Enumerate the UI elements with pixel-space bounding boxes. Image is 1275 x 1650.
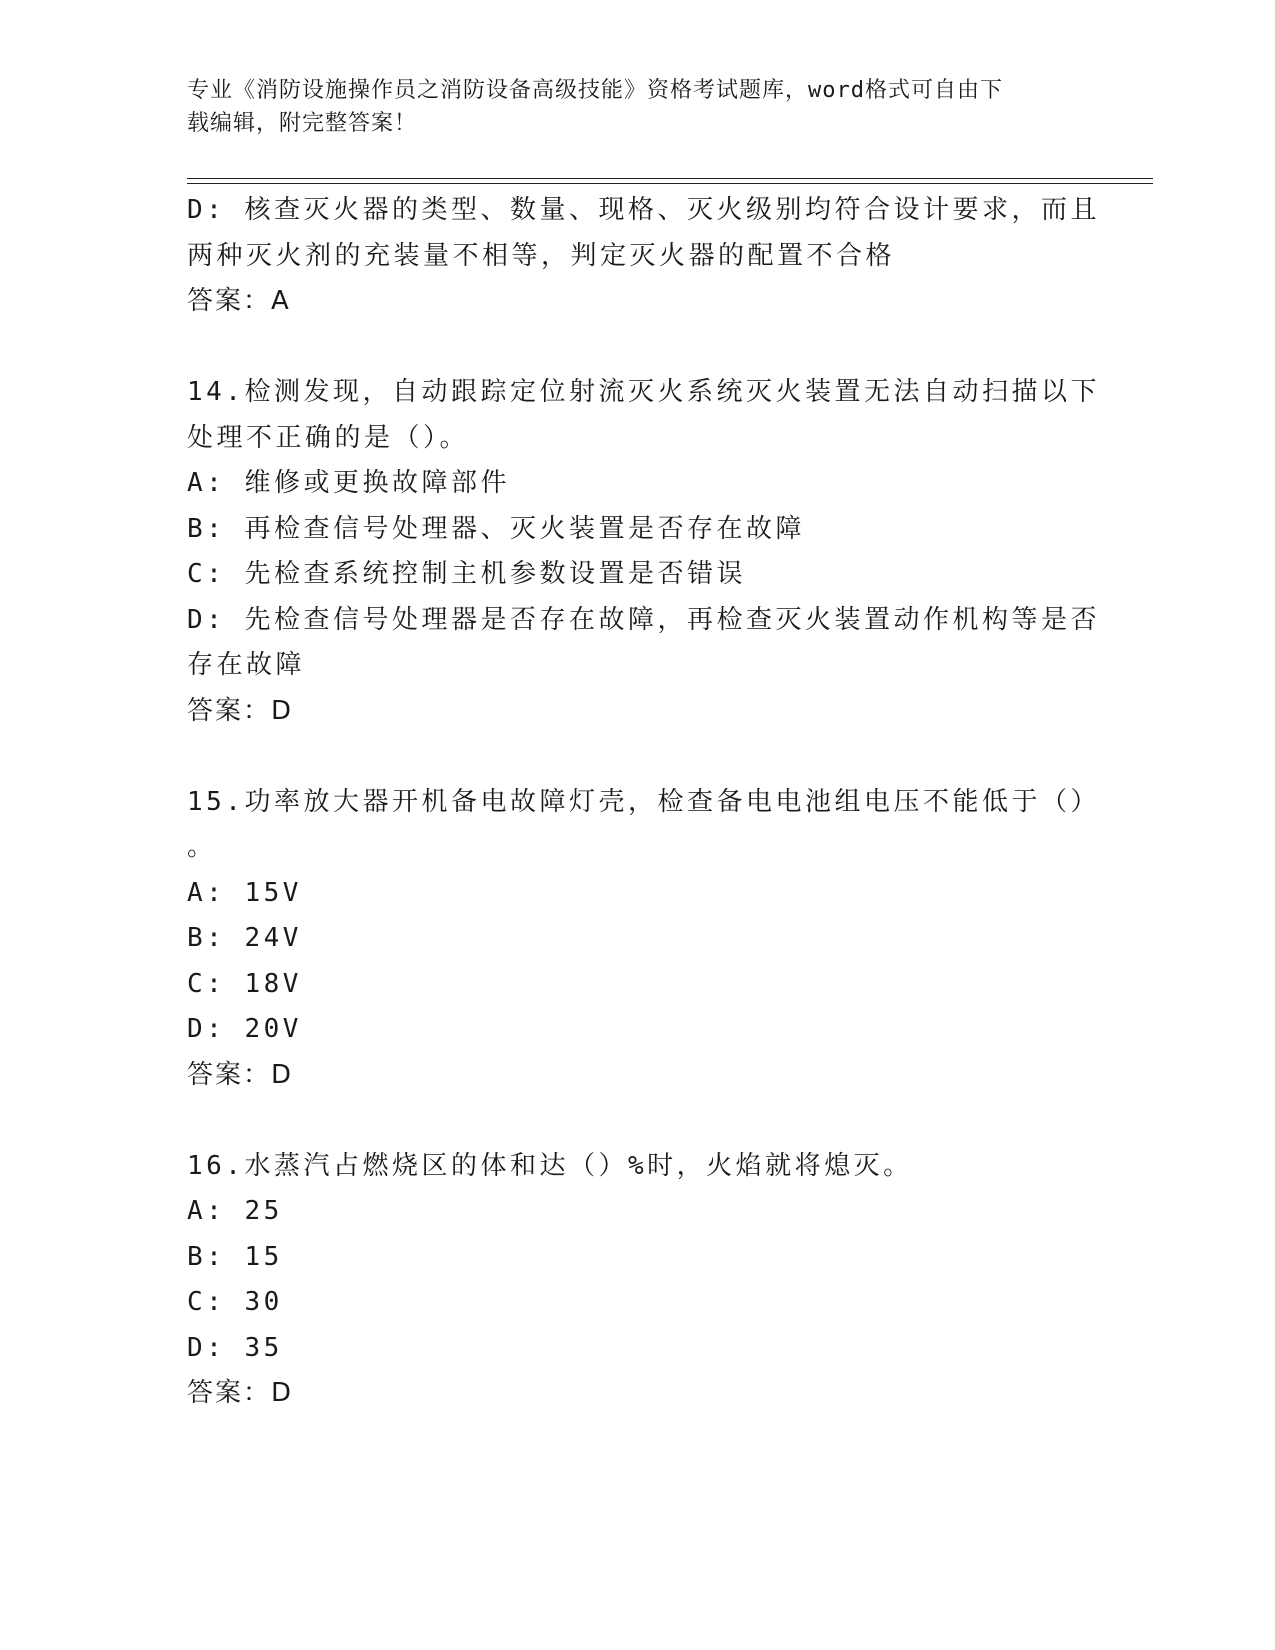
answer: 答案：A (187, 286, 291, 316)
option-d-line-2: 两种灭火剂的充装量不相等，判定灭火器的配置不合格 (187, 240, 896, 271)
option-d-line-2: 存在故障 (187, 650, 306, 680)
header-rule-top (187, 178, 1153, 179)
header-rule-bottom (187, 183, 1153, 184)
question-stem-line-1: 15.功率放大器开机备电故障灯壳，检查备电电池组电压不能低于（） (187, 786, 1100, 817)
option-d: D: 35 (187, 1332, 283, 1363)
document-body (187, 188, 1100, 1417)
answer: 答案：D (187, 1378, 294, 1408)
option-d: D: 20V (187, 1014, 302, 1044)
option-b: B: 再检查信号处理器、灭火装置是否存在故障 (187, 513, 805, 544)
spacer (187, 1098, 1087, 1144)
question-stem-line-1: 16.水蒸汽占燃烧区的体和达（）%时，火焰就将熄灭。 (187, 1150, 913, 1181)
header-line-1: 专业《消防设施操作员之消防设备高级技能》资格考试题库，word格式可自由下 (187, 78, 1003, 103)
option-b: B: 15 (187, 1241, 283, 1272)
answer: 答案：D (187, 695, 294, 726)
question-stem-line-2: 处理不正确的是（）。 (187, 422, 470, 453)
option-c: C: 先检查系统控制主机参数设置是否错误 (187, 559, 746, 589)
option-a: A: 25 (187, 1196, 283, 1226)
option-c: C: 18V (187, 968, 302, 999)
question-15 (187, 780, 1100, 1099)
question-stem-line-2: 。 (187, 832, 217, 862)
question-stem-line-1: 14.检测发现，自动跟踪定位射流灭火系统灭火装置无法自动扫描以下 (187, 377, 1100, 407)
document-header (187, 74, 1087, 140)
option-d-line-1: D: 核查灭火器的类型、数量、现格、灭火级别均符合设计要求，而且 (187, 195, 1100, 225)
spacer (187, 734, 1087, 780)
question-16 (187, 1144, 1087, 1417)
header-line-2: 载编辑，附完整答案！ (187, 111, 418, 136)
question-14 (187, 370, 1100, 734)
answer: 答案：D (187, 1059, 294, 1090)
option-a: A: 15V (187, 877, 302, 908)
option-c: C: 30 (187, 1287, 283, 1317)
option-b: B: 24V (187, 923, 302, 953)
question-13-continued (187, 188, 1100, 325)
spacer (187, 325, 1087, 371)
option-a: A: 维修或更换故障部件 (187, 468, 510, 498)
option-d-line-1: D: 先检查信号处理器是否存在故障，再检查灭火装置动作机构等是否 (187, 604, 1100, 635)
